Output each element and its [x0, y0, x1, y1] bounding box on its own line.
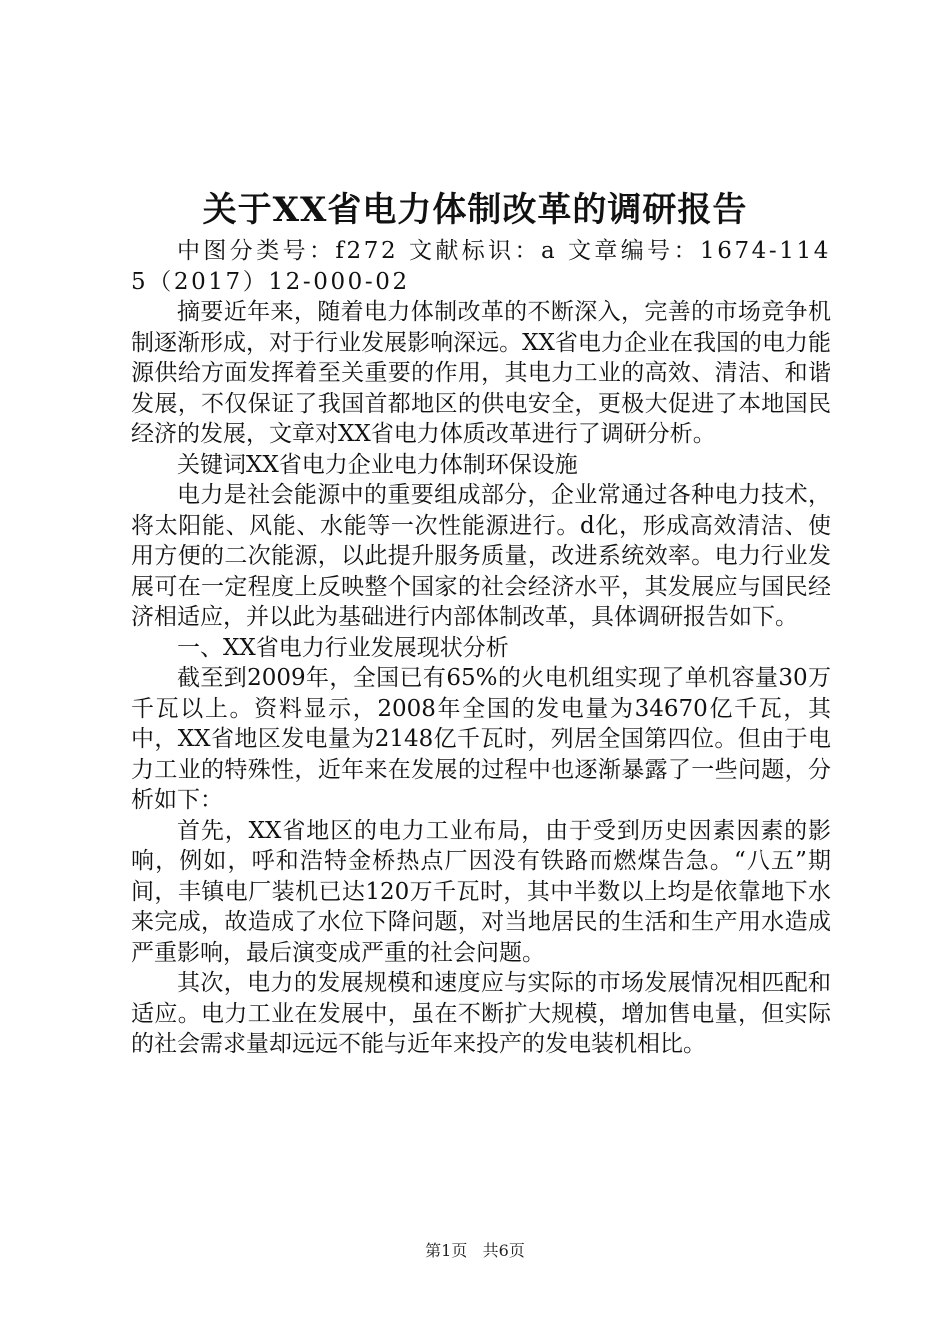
classification-info: 中图分类号：f272 文献标识：a 文章编号：1674-1145（2017）12-000-02 [131, 238, 831, 295]
document-body [131, 236, 831, 1060]
page-separator [472, 1241, 477, 1260]
page-number: 第1页 [425, 1241, 468, 1260]
intro-paragraph: 电力是社会能源中的重要组成部分，企业常通过各种电力技术，将太阳能、风能、水能等一次性能源进行。d化，形成高效清洁、使用方便的二次能源，以此提升服务质量，改进系统效率。电力行业发展可在一定程度上反映整个国家的社会经济水平，其发展应与国民经济相适应，并以此为基础进行内部体制改革，具体调研报告如下。 [131, 482, 831, 630]
keywords-paragraph: 关键词XX省电力企业电力体制环保设施 [177, 451, 578, 478]
second-issue-paragraph: 其次，电力的发展规模和速度应与实际的市场发展情况相匹配和适应。电力工业在发展中，虽在不断扩大规模，增加售电量，但实际的社会需求量却远远不能与近年来投产的发电装机相比。 [131, 970, 831, 1057]
status-paragraph: 截至到2009年，全国已有65%的火电机组实现了单机容量30万千瓦以上。资料显示，2008年全国的发电量为34670亿千瓦，其中，XX省地区发电量为2148亿千瓦时，列居全国第四位。但由于电力工业的特殊性，近年来在发展的过程中也逐渐暴露了一些问题，分析如下： [131, 665, 831, 813]
page-footer [0, 1240, 950, 1262]
document-title: 关于XX省电力体制改革的调研报告 [202, 190, 748, 230]
first-issue-paragraph: 首先，XX省地区的电力工业布局，由于受到历史因素因素的影响，例如，呼和浩特金桥热点厂因没有铁路而燃煤告急。“八五”期间，丰镇电厂装机已达120万千瓦时，其中半数以上均是依靠地下水来完成，故造成了水位下降问题，对当地居民的生活和生产用水造成严重影响，最后演变成严重的社会问题。 [131, 817, 831, 966]
section-heading: 一、XX省电力行业发展现状分析 [177, 634, 509, 661]
abstract-paragraph: 摘要近年来，随着电力体制改革的不断深入，完善的市场竞争机制逐渐形成，对于行业发展影响深远。XX省电力企业在我国的电力能源供给方面发挥着至关重要的作用，其电力工业的高效、清洁、和谐发展，不仅保证了我国首都地区的供电安全，更极大促进了本地国民经济的发展，文章对XX省电力体质改革进行了调研分析。 [131, 299, 831, 447]
page-total: 共6页 [482, 1241, 525, 1260]
